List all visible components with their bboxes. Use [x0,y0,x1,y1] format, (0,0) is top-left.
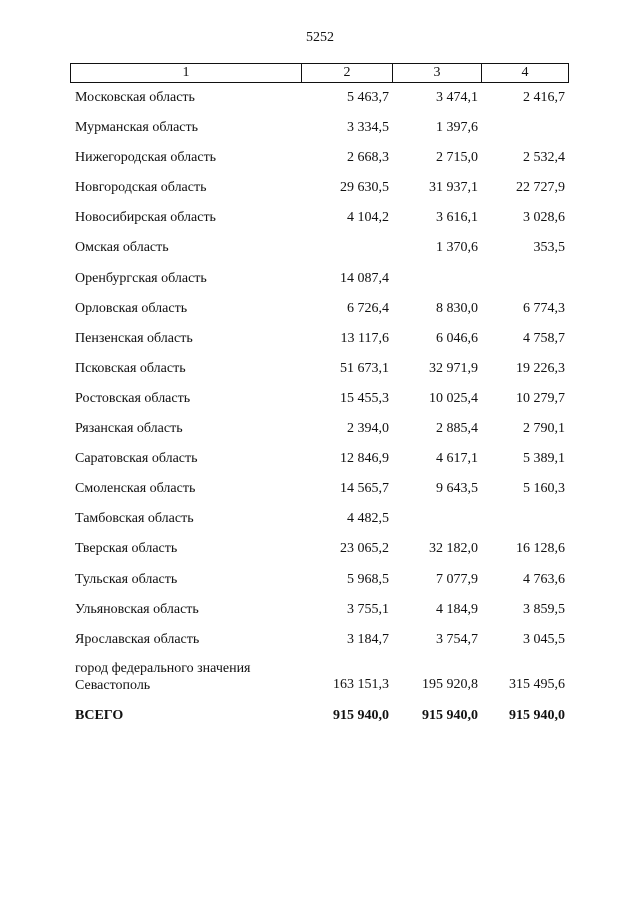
value-col-2: 2 668,3 [347,150,389,166]
value-col-3: 3 616,1 [436,210,478,226]
value-col-3: 3 754,7 [436,631,478,647]
region-name: Ульяновская область [75,601,199,617]
table-row [0,359,640,389]
value-col-2: 5 968,5 [347,571,389,587]
value-col-2: 163 151,3 [333,676,389,692]
value-col-2: 13 117,6 [340,330,389,346]
value-col-2: 6 726,4 [347,300,389,316]
value-col-4: 2 416,7 [523,90,565,105]
value-col-4: 3 028,6 [523,210,565,226]
value-col-2: 51 673,1 [340,360,389,376]
value-col-2: 29 630,5 [340,180,389,196]
value-col-2: 5 463,7 [347,90,389,105]
value-col-4: 4 758,7 [523,330,565,346]
value-col-4: 16 128,6 [516,541,565,557]
table-body [0,88,640,738]
table-row [0,509,640,539]
value-col-2: 12 846,9 [340,451,389,467]
value-col-4: 19 226,3 [516,360,565,376]
value-col-3: 10 025,4 [429,390,478,406]
region-name [75,660,251,694]
table-row [0,539,640,569]
region-name: Тульская область [75,571,178,587]
region-name: Тамбовская область [75,511,194,527]
total-col-3: 915 940,0 [422,707,478,723]
table-row [0,449,640,479]
value-col-3: 4 617,1 [436,451,478,467]
table-row [0,299,640,329]
region-name: Тверская область [75,541,178,557]
column-header-1: 1 [71,64,302,82]
table-row [0,570,640,600]
region-name: Ярославская область [75,631,200,647]
value-col-3: 6 046,6 [436,330,478,346]
column-header-3: 3 [393,64,482,82]
value-col-4: 10 279,7 [516,390,565,406]
value-col-4: 5 160,3 [523,481,565,497]
value-col-4: 5 389,1 [523,451,565,467]
value-col-3: 4 184,9 [436,601,478,617]
value-col-3: 32 182,0 [429,541,478,557]
column-header-4: 4 [521,65,529,80]
value-col-2: 4 482,5 [347,511,389,527]
value-col-3: 1 370,6 [436,240,478,256]
region-name: Новосибирская область [75,210,216,226]
region-name-line-2: Севастополь [75,677,151,693]
value-col-3: 1 397,6 [436,120,478,136]
value-col-2: 23 065,2 [340,541,389,557]
value-col-3: 8 830,0 [436,300,478,316]
region-name: Орловская область [75,300,188,316]
value-col-4: 6 774,3 [523,300,565,316]
table-row [0,238,640,268]
value-col-2: 15 455,3 [340,390,389,406]
value-col-3: 2 885,4 [436,421,478,437]
total-label: ВСЕГО [75,707,124,723]
table-row [0,178,640,208]
region-name: Новгородская область [75,180,207,196]
value-col-3: 7 077,9 [436,571,478,587]
value-col-2: 3 334,5 [347,120,389,136]
total-col-2: 915 940,0 [333,707,389,723]
table-row [0,269,640,299]
table-row [0,118,640,148]
region-name: Саратовская область [75,451,198,467]
table-row [0,88,640,118]
value-col-3: 9 643,5 [436,481,478,497]
table-row [0,600,640,630]
value-col-4: 2 532,4 [523,150,565,166]
table-row [0,419,640,449]
table-header [70,63,569,83]
table-row [0,208,640,238]
value-col-4: 4 763,6 [523,571,565,587]
table-row-sevastopol [0,660,640,708]
table-row [0,479,640,509]
region-name: Ростовская область [75,390,191,406]
value-col-4: 3 045,5 [523,631,565,647]
value-col-4: 22 727,9 [516,180,565,196]
table-row-total [0,708,640,738]
region-name: Псковская область [75,360,186,376]
column-header-2: 2 [302,64,393,82]
value-col-4: 353,5 [533,240,565,256]
value-col-3: 3 474,1 [436,90,478,105]
value-col-2: 3 184,7 [347,631,389,647]
value-col-2: 3 755,1 [347,601,389,617]
value-col-3: 2 715,0 [436,150,478,166]
table-row [0,630,640,660]
value-col-2: 2 394,0 [347,421,389,437]
table-row [0,329,640,359]
total-col-4: 915 940,0 [509,707,565,723]
value-col-4: 3 859,5 [523,601,565,617]
region-name: Пензенская область [75,330,193,346]
region-name: Московская область [75,90,195,105]
value-col-3: 195 920,8 [422,676,478,692]
value-col-3: 32 971,9 [429,360,478,376]
table-row [0,389,640,419]
region-name: Нижегородская область [75,150,217,166]
value-col-2: 14 565,7 [340,481,389,497]
region-name: Рязанская область [75,421,183,437]
region-name-line-1: город федерального значения [75,660,251,676]
region-name: Оренбургская область [75,270,207,286]
value-col-4: 315 495,6 [509,676,565,692]
region-name: Мурманская область [75,120,199,136]
table-row [0,148,640,178]
region-name: Смоленская область [75,481,196,497]
value-col-2: 4 104,2 [347,210,389,226]
value-col-4: 2 790,1 [523,421,565,437]
page-number: 5252 [306,30,334,45]
value-col-3: 31 937,1 [429,180,478,196]
region-name: Омская область [75,240,169,256]
value-col-2: 14 087,4 [340,270,389,286]
